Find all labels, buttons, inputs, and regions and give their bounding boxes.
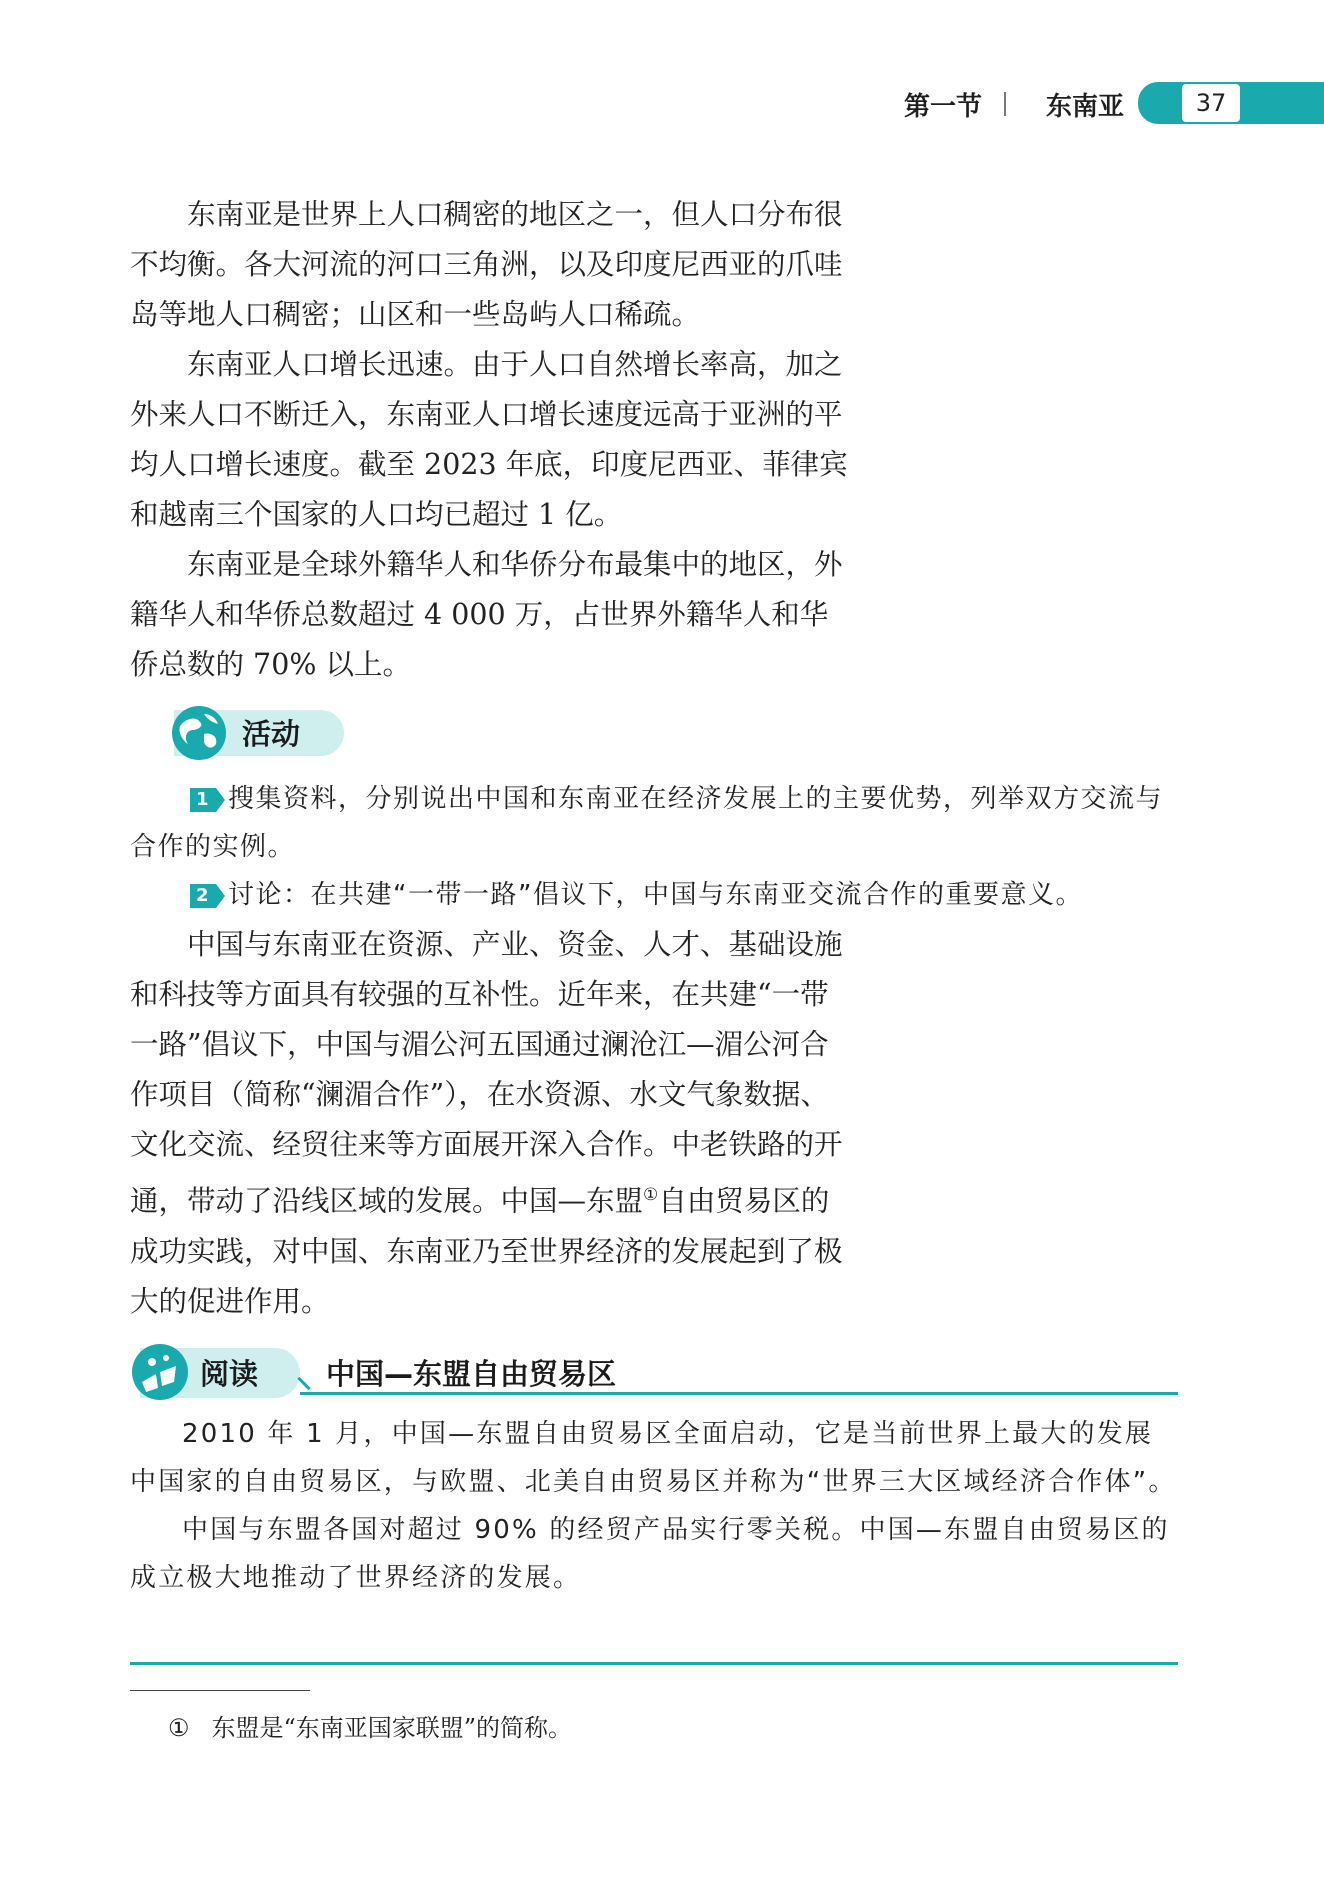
globe-icon	[170, 704, 228, 762]
footnote-rule	[130, 1690, 310, 1691]
activity-title: 活动	[242, 717, 301, 751]
footnote-mark: ①	[168, 1714, 190, 1742]
paragraph-text: 中国与东南亚在资源、产业、资金、人才、基础设施和科技等方面具有较强的互补性。近年来，在共建“一带一路”倡议下，中国与湄公河五国通过澜沧江—湄公河合作项目（简称“澜湄合作”），在水资源、水文气象数据、文化交流、经贸往来等方面展开深入合作。中老铁路的开通，带动了沿线区域的发展。中国—东盟	[130, 928, 843, 1218]
activity-item	[130, 871, 1180, 919]
header-separator	[1004, 92, 1006, 116]
activity-list	[130, 775, 1180, 919]
paragraph	[130, 920, 854, 1327]
reading-underline-tail	[297, 1377, 310, 1390]
page-number: 37	[1195, 89, 1227, 117]
reading-title: 中国—东盟自由贸易区	[326, 1357, 617, 1391]
chapter-label: 第一节	[903, 92, 982, 122]
reading-label: 阅读	[200, 1357, 259, 1391]
reading-body	[130, 1410, 1180, 1602]
cooperation-text	[130, 920, 854, 1327]
paragraph: 东南亚人口增长迅速。由于人口自然增长率高，加之外来人口不断迁入，东南亚人口增长速度远高于亚洲的平均人口增长速度。截至 2023 年底，印度尼西亚、菲律宾和越南三个国家的人口均已超过 1 亿。	[130, 348, 848, 531]
paragraph: 东南亚是世界上人口稠密的地区之一，但人口分布很不均衡。各大河流的河口三角洲，以及印度尼西亚的爪哇岛等地人口稠密；山区和一些岛屿人口稀疏。	[130, 198, 843, 331]
footnote	[168, 1708, 572, 1743]
reading-underline	[300, 1392, 1178, 1395]
activity-item-text: 搜集资料，分别说出中国和东南亚在经济发展上的主要优势，列举双方交流与合作的实例。	[130, 784, 1164, 862]
footnote-text: 东盟是“东南亚国家联盟”的简称。	[211, 1714, 573, 1742]
page-header	[0, 82, 1324, 126]
paragraph-text: 自由贸易区的成功实践，对中国、东南亚乃至世界经济的发展起到了极大的促进作用。	[130, 1184, 843, 1318]
paragraph: 东南亚是全球外籍华人和华侨分布最集中的地区，外籍华人和华侨总数超过 4 000 万，占世界外籍华人和华侨总数的 70% 以上。	[130, 548, 843, 681]
paragraph: 中国与东盟各国对超过 90% 的经贸产品实行零关税。中国—东盟自由贸易区的成立极大地推动了世界经济的发展。	[130, 1515, 1170, 1593]
reading-icon	[130, 1342, 190, 1402]
activity-item	[130, 775, 1180, 871]
activity-item-text: 讨论：在共建“一带一路”倡议下，中国与东南亚交流合作的重要意义。	[228, 880, 1083, 910]
paragraph: 2010 年 1 月，中国—东盟自由贸易区全面启动，它是当前世界上最大的发展中国家的自由贸易区，与欧盟、北美自由贸易区并称为“世界三大区域经济合作体”。	[130, 1419, 1177, 1497]
footnote-ref[interactable]: ①	[643, 1185, 659, 1205]
activity-number-badge: 1	[190, 788, 216, 812]
activity-number-badge: 2	[190, 884, 216, 908]
population-text	[130, 190, 854, 690]
reading-bottom-rule	[130, 1662, 1178, 1665]
section-label: 东南亚	[1045, 92, 1124, 122]
